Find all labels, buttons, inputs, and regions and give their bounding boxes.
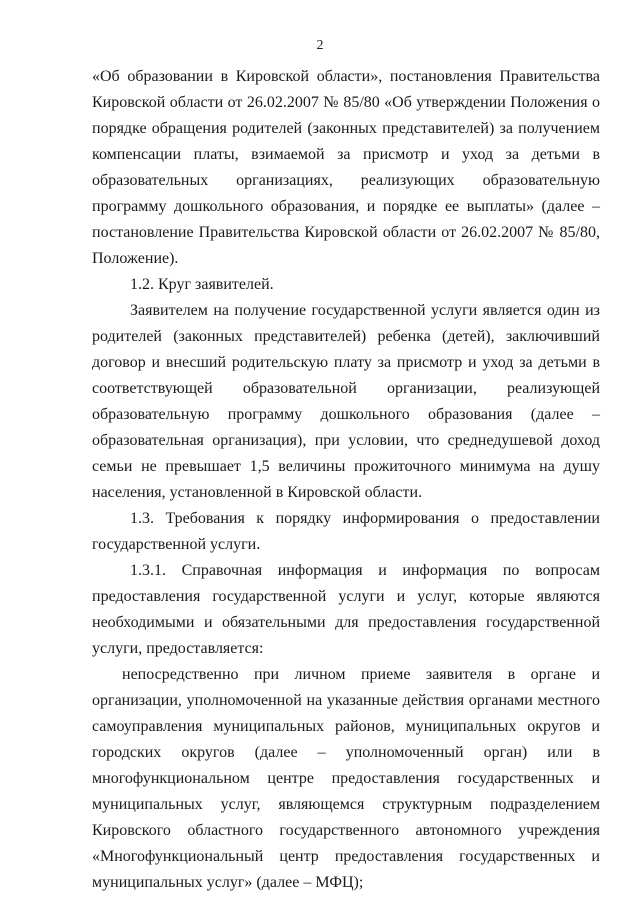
document-body: [92, 64, 600, 896]
paragraph-reference-information: 1.3.1. Справочная информация и информация по вопросам предоставления государственной услуги и услуг, которые являются необходимыми и обязательными для предоставления государственной услуги, предоставляется:: [92, 562, 600, 657]
section-heading-information-requirements: 1.3. Требования к порядку информирования о предоставлении государственной услуги.: [92, 510, 600, 553]
paragraph-personal-reception: непосредственно при личном приеме заявителя в органе и организации, уполномоченной на указанные действия органами местного самоуправления муниципальных районов, муниципальных округов и городских округов (далее – уполномоченный орган) или в многофункциональном центре предоставления государственных и муниципальных услуг, являющемся структурным подразделением Кировского областного государственного автономного учреждения «Многофункциональный центр предоставления государственных и муниципальных услуг» (далее – МФЦ);: [92, 666, 600, 891]
section-heading-applicants: 1.2. Круг заявителей.: [130, 276, 274, 293]
page-number: 2: [316, 38, 324, 53]
paragraph-applicant-definition: Заявителем на получение государственной услуги является один из родителей (законных представителей) ребенка (детей), заключивший договор и внесший родительскую плату за присмотр и уход за детьми в соответствующей образовательной организации, реализующей образовательную программу дошкольного образования (далее – образовательная организация), при условии, что среднедушевой доход семьи не превышает 1,5 величины прожиточного минимума на душу населения, установленной в Кировской области.: [92, 302, 600, 501]
paragraph-legal-reference: «Об образовании в Кировской области», постановления Правительства Кировской области от 26.02.2007 № 85/80 «Об утверждении Положения о порядке обращения родителей (законных представителей) за получением компенсации платы, взимаемой за присмотр и уход за детьми в образовательных организациях, реализующих образовательную программу дошкольного образования, и порядке ее выплаты» (далее – постановление Правительства Кировской области от 26.02.2007 № 85/80, Положение).: [92, 68, 600, 267]
